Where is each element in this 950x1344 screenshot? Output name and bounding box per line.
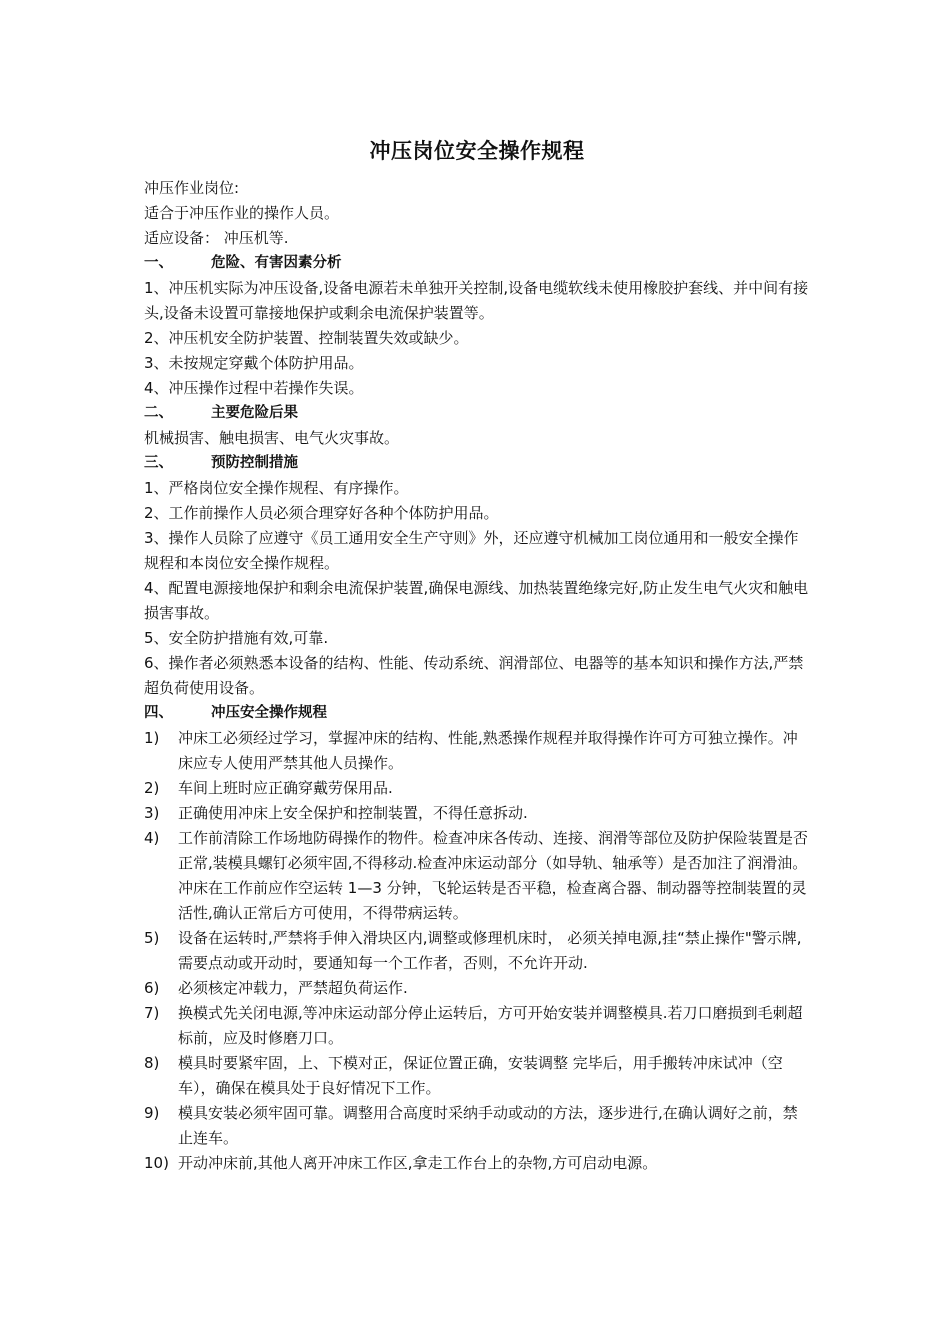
item-text: 车间上班时应正确穿戴劳保用品. (178, 779, 393, 797)
item-number: 10) (144, 1154, 169, 1172)
paragraph: 1、严格岗位安全操作规程、有序操作。 (144, 479, 409, 497)
item-number: 4) (144, 829, 160, 847)
list-item (144, 1051, 810, 1101)
list-item (144, 826, 810, 926)
item-text: 模具安装必须牢固可靠。调整用合高度时采纳手动或动的方法，逐步进行,在确认调好之前，禁止连车。 (178, 1104, 798, 1147)
item-number: 5) (144, 929, 160, 947)
list-item (144, 1001, 810, 1051)
item-text: 换模式先关闭电源,等冲床运动部分停止运转后，方可开始安装并调整模具.若刀口磨损到毛刺超标前，应及时修磨刀口。 (178, 1004, 803, 1047)
paragraph: 5、安全防护措施有效,可靠. (144, 629, 329, 647)
section-number: 三、 (144, 455, 173, 471)
section-number: 二、 (144, 405, 173, 421)
paragraph: 6、操作者必须熟悉本设备的结构、性能、传动系统、润滑部位、电器等的基本知识和操作方法,严禁超负荷使用设备。 (144, 654, 804, 697)
list-item (144, 976, 810, 1001)
paragraph: 4、配置电源接地保护和剩余电流保护装置,确保电源线、加热装置绝缘完好,防止发生电气火灾和触电损害事故。 (144, 579, 809, 622)
item-text: 工作前清除工作场地防碍操作的物件。检查冲床各传动、连接、润滑等部位及防护保险装置是否正常,装模具螺钉必须牢固,不得移动.检查冲床运动部分（如导轨、轴承等）是否加注了润滑油。冲床在工作前应作空运转 1—3 分钟，飞轮运转是否平稳，检查离合器、制动器等控制装置的灵活性,确认正常后方可使用，不得带病运转。 (178, 829, 809, 922)
item-number: 3) (144, 804, 160, 822)
section-heading (144, 701, 810, 726)
item-text: 必须核定冲载力，严禁超负荷运作. (178, 979, 408, 997)
section-title: 主要危险后果 (211, 405, 298, 421)
paragraph: 4、冲压操作过程中若操作失误。 (144, 379, 364, 397)
list-item (144, 1101, 810, 1151)
paragraph: 2、冲压机安全防护装置、控制装置失效或缺少。 (144, 329, 469, 347)
section-title: 冲压安全操作规程 (211, 705, 327, 721)
paragraph: 3、未按规定穿戴个体防护用品。 (144, 354, 364, 372)
item-text: 设备在运转时,严禁将手伸入滑块区内,调整或修理机床时， 必须关掉电源,挂“禁止操作"警示牌,需要点动或开动时，要通知每一个工作者，否则，不允许开动. (178, 929, 802, 972)
item-number: 2) (144, 779, 160, 797)
intro-line: 适应设备： 冲压机等. (144, 229, 289, 247)
list-item (144, 1151, 810, 1176)
list-item (144, 801, 810, 826)
section-title: 预防控制措施 (211, 455, 298, 471)
item-number: 1) (144, 729, 160, 747)
section-heading (144, 251, 810, 276)
document-title: 冲压岗位安全操作规程 (369, 139, 585, 163)
paragraph: 2、工作前操作人员必须合理穿好各种个体防护用品。 (144, 504, 499, 522)
document-page (144, 136, 810, 1176)
section-heading (144, 451, 810, 476)
section-title: 危险、有害因素分析 (211, 255, 342, 271)
intro-line: 冲压作业岗位: (144, 179, 240, 197)
intro-line: 适合于冲压作业的操作人员。 (144, 204, 340, 222)
section-number: 四、 (144, 705, 173, 721)
paragraph: 机械损害、触电损害、电气火灾事故。 (144, 429, 400, 447)
item-number: 9) (144, 1104, 160, 1122)
paragraph: 3、操作人员除了应遵守《员工通用安全生产守则》外，还应遵守机械加工岗位通用和一般安全操作规程和本岗位安全操作规程。 (144, 529, 799, 572)
list-item (144, 726, 810, 776)
item-text: 冲床工必须经过学习，掌握冲床的结构、性能,熟悉操作规程并取得操作许可方可独立操作。冲床应专人使用严禁其他人员操作。 (178, 729, 798, 772)
item-number: 6) (144, 979, 160, 997)
item-number: 7) (144, 1004, 160, 1022)
item-text: 开动冲床前,其他人离开冲床工作区,拿走工作台上的杂物,方可启动电源。 (178, 1154, 658, 1172)
item-text: 正确使用冲床上安全保护和控制装置，不得任意拆动. (178, 804, 528, 822)
section-heading (144, 401, 810, 426)
section-number: 一、 (144, 255, 173, 271)
item-number: 8) (144, 1054, 160, 1072)
list-item (144, 776, 810, 801)
item-text: 模具时要紧牢固，上、下模对正，保证位置正确，安装调整 完毕后，用手搬转冲床试冲（空车），确保在模具处于良好情况下工作。 (178, 1054, 783, 1097)
list-item (144, 926, 810, 976)
paragraph: 1、冲压机实际为冲压设备,设备电源若未单独开关控制,设备电缆软线未使用橡胶护套线、并中间有接头,设备未设置可靠接地保护或剩余电流保护装置等。 (144, 279, 809, 322)
